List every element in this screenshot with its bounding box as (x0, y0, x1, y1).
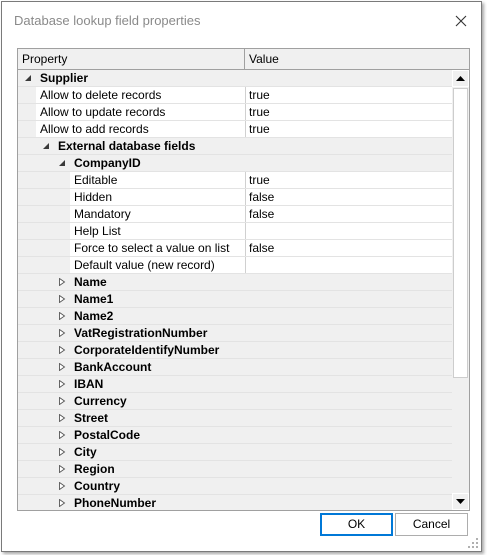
indent-gutter (18, 172, 70, 188)
property-cell[interactable] (18, 325, 452, 341)
property-cell[interactable] (18, 104, 245, 120)
indent-gutter (18, 257, 70, 273)
grid-category-row[interactable] (18, 376, 452, 393)
grid-category-row[interactable] (18, 155, 452, 172)
grid-property-row[interactable] (18, 206, 452, 223)
property-cell[interactable] (18, 223, 245, 239)
property-label: CompanyID (74, 156, 141, 170)
grid-category-row[interactable] (18, 308, 452, 325)
grid-category-row[interactable] (18, 359, 452, 376)
grid-category-row[interactable] (18, 70, 452, 87)
column-header-value[interactable]: Value (245, 49, 469, 70)
cancel-button[interactable]: Cancel (395, 513, 468, 536)
collapsed-triangle-icon[interactable] (58, 312, 66, 320)
ok-button[interactable]: OK (320, 513, 393, 536)
property-label: Name2 (74, 309, 114, 323)
collapsed-triangle-icon[interactable] (58, 414, 66, 422)
collapsed-triangle-icon[interactable] (58, 431, 66, 439)
arrow-down-icon (456, 498, 465, 505)
property-label: CorporateIdentifyNumber (74, 343, 220, 357)
grid-header (18, 49, 469, 70)
property-cell[interactable] (18, 206, 245, 222)
column-header-property[interactable]: Property (18, 49, 245, 70)
property-label: Allow to delete records (40, 88, 162, 102)
property-label: Allow to add records (40, 122, 149, 136)
grid-category-row[interactable] (18, 427, 452, 444)
property-label: Region (74, 462, 115, 476)
grid-category-row[interactable] (18, 478, 452, 495)
resize-grip-icon[interactable] (468, 538, 478, 548)
property-cell[interactable] (18, 444, 452, 460)
property-cell[interactable] (18, 240, 245, 256)
property-label: Force to select a value on list (74, 241, 230, 255)
close-icon (451, 11, 471, 31)
grid-property-row[interactable] (18, 223, 452, 240)
property-cell[interactable] (18, 393, 452, 409)
property-cell[interactable] (18, 138, 452, 154)
indent-gutter (18, 206, 70, 222)
collapsed-triangle-icon[interactable] (58, 295, 66, 303)
property-cell[interactable] (18, 155, 452, 171)
grid-category-row[interactable] (18, 410, 452, 427)
indent-gutter (18, 240, 70, 256)
property-label: Street (74, 411, 109, 425)
collapsed-triangle-icon[interactable] (58, 380, 66, 388)
property-value[interactable]: false (245, 189, 452, 205)
close-button[interactable] (451, 11, 471, 31)
property-label: Allow to update records (40, 105, 166, 119)
property-label: Name (74, 275, 107, 289)
property-value[interactable]: true (245, 104, 452, 120)
property-cell[interactable] (18, 410, 452, 426)
property-value[interactable]: false (245, 206, 452, 222)
scroll-up-button[interactable] (452, 70, 469, 87)
expanded-triangle-icon[interactable] (24, 74, 32, 82)
property-cell[interactable] (18, 376, 452, 392)
grid-category-row[interactable] (18, 291, 452, 308)
property-grid[interactable] (17, 48, 470, 511)
property-label: Currency (74, 394, 127, 408)
property-cell[interactable] (18, 274, 452, 290)
property-cell[interactable] (18, 342, 452, 358)
grid-category-row[interactable] (18, 495, 452, 511)
property-label: PostalCode (74, 428, 141, 442)
property-cell[interactable] (18, 427, 452, 443)
indent-gutter (18, 104, 36, 120)
property-label: Supplier (40, 71, 89, 85)
property-cell[interactable] (18, 291, 452, 307)
property-cell[interactable] (18, 461, 452, 477)
grid-category-row[interactable] (18, 325, 452, 342)
dialog-window (1, 1, 482, 552)
property-label: BankAccount (74, 360, 152, 374)
property-label: Default value (new record) (74, 258, 215, 272)
property-cell[interactable] (18, 308, 452, 324)
property-label: Hidden (74, 190, 113, 204)
indent-gutter (18, 223, 70, 239)
collapsed-triangle-icon[interactable] (58, 397, 66, 405)
property-cell[interactable] (18, 478, 452, 494)
collapsed-triangle-icon[interactable] (58, 482, 66, 490)
grid-property-row[interactable] (18, 104, 452, 121)
indent-gutter (18, 121, 36, 137)
property-value[interactable] (245, 223, 452, 239)
property-cell[interactable] (18, 172, 245, 188)
vertical-scrollbar[interactable] (452, 70, 469, 510)
scroll-down-button[interactable] (452, 493, 469, 510)
grid-property-row[interactable] (18, 87, 452, 104)
property-value[interactable]: true (245, 121, 452, 137)
property-value[interactable]: true (245, 87, 452, 103)
collapsed-triangle-icon[interactable] (58, 346, 66, 354)
property-label: Mandatory (74, 207, 131, 221)
property-label: IBAN (74, 377, 104, 391)
collapsed-triangle-icon[interactable] (58, 329, 66, 337)
grid-property-row[interactable] (18, 257, 452, 274)
property-value[interactable] (245, 257, 452, 273)
property-cell[interactable] (18, 359, 452, 375)
arrow-up-icon (456, 75, 465, 82)
grid-category-row[interactable] (18, 393, 452, 410)
grid-rows (18, 70, 452, 511)
expanded-triangle-icon[interactable] (58, 159, 66, 167)
grid-property-row[interactable] (18, 121, 452, 138)
grid-category-row[interactable] (18, 274, 452, 291)
property-label: Name1 (74, 292, 114, 306)
property-cell[interactable] (18, 121, 245, 137)
property-cell[interactable] (18, 189, 245, 205)
grid-property-row[interactable] (18, 189, 452, 206)
property-label: Country (74, 479, 120, 493)
property-cell[interactable] (18, 87, 245, 103)
scroll-thumb[interactable] (453, 88, 468, 378)
property-label: Help List (74, 224, 121, 238)
collapsed-triangle-icon[interactable] (58, 278, 66, 286)
property-value[interactable]: false (245, 240, 452, 256)
indent-gutter (18, 189, 70, 205)
grid-category-row[interactable] (18, 138, 452, 155)
collapsed-triangle-icon[interactable] (58, 363, 66, 371)
indent-gutter (18, 87, 36, 103)
title-bar[interactable] (2, 2, 481, 40)
property-label: External database fields (58, 139, 196, 153)
property-cell[interactable] (18, 257, 245, 273)
property-cell[interactable] (18, 70, 452, 86)
grid-category-row[interactable] (18, 461, 452, 478)
property-label: City (74, 445, 97, 459)
collapsed-triangle-icon[interactable] (58, 448, 66, 456)
property-label: VatRegistrationNumber (74, 326, 208, 340)
expanded-triangle-icon[interactable] (42, 142, 50, 150)
collapsed-triangle-icon[interactable] (58, 465, 66, 473)
grid-property-row[interactable] (18, 240, 452, 257)
property-value[interactable]: true (245, 172, 452, 188)
grid-category-row[interactable] (18, 342, 452, 359)
collapsed-triangle-icon[interactable] (58, 499, 66, 507)
property-label: Editable (74, 173, 118, 187)
window-title: Database lookup field properties (14, 13, 201, 28)
grid-property-row[interactable] (18, 172, 452, 189)
property-cell[interactable] (18, 495, 452, 511)
grid-category-row[interactable] (18, 444, 452, 461)
property-label: PhoneNumber (74, 496, 157, 510)
